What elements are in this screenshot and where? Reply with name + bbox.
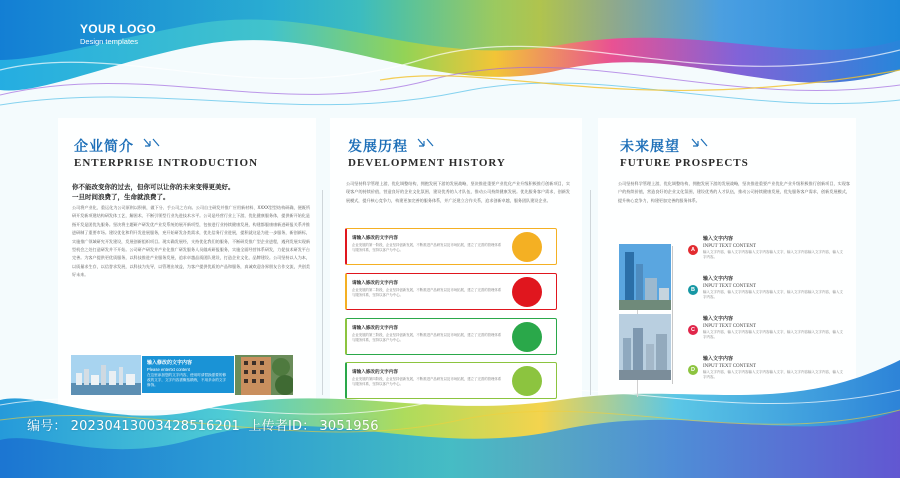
city-skyline-photo [71, 355, 141, 395]
future-item-title: 输入文字内容 [703, 316, 734, 322]
future-item [703, 356, 843, 380]
timeline-item-body: 企业发展的第三阶段，企业坚持创新发展，不断推进产品研发以及市场拓展，建立了完善的管理体系与服务体系，坚持以客户为中心。 [352, 333, 502, 342]
timeline-item-body: 企业发展的第四阶段，企业坚持创新发展，不断推进产品研发以及市场拓展，建立了完善的管理体系与服务体系，坚持以客户为中心。 [352, 377, 502, 386]
timeline-item [345, 228, 557, 265]
arrow-deco-icon [142, 137, 160, 149]
timeline-item-title: 请输入修改的文字内容 [352, 370, 398, 375]
timeline-item [345, 273, 557, 310]
arrow-deco-icon [416, 137, 434, 149]
enterprise-title-en: ENTERPRISE INTRODUCTION [74, 157, 259, 169]
skyscraper-photo [619, 244, 671, 310]
timeline-item-body: 企业发展的第一阶段，企业坚持创新发展，不断推进产品研发以及市场拓展，建立了完善的管理体系与服务体系，坚持以客户为中心。 [352, 243, 502, 252]
arrow-deco-icon [690, 137, 708, 149]
future-item-en: INPUT TEXT CONTENT [703, 324, 757, 329]
caption-en: Please entertxt content [147, 367, 190, 372]
slogan-line-1: 你不能改变你的过去，但你可以让你的未来变得更美好。 [72, 183, 235, 191]
timeline-dot [512, 277, 542, 307]
badge-a: A [688, 245, 698, 255]
future-item-body: 输入文字内容，输入文字内容输入文字内容输入文字，输入文字内容输入文字内容，输入文字内容。 [703, 290, 843, 299]
badge-d: D [688, 365, 698, 375]
enterprise-slogan [72, 182, 312, 202]
history-title-en: DEVELOPMENT HISTORY [348, 157, 506, 169]
history-body: 公司坚持科学管理上游，优化调整结构，拥抱发展下游的发展战略，坚决推进重要产业优化产业升级积极推行创新项目，实现客户的持续价值，营造良好的企业文化氛围，建设优秀的人才队伍，推动公司持续健康发展。优先服务客户需求，创新发展模式，提升核心竞争力，构建更加完善的服务体系，并广泛建立合作关系，追求创新卓越，服务团队建设企业。 [346, 181, 570, 203]
logo [80, 22, 156, 46]
enterprise-title-cn: 企业简介 [74, 139, 134, 155]
history-title-cn: 发展历程 [348, 139, 408, 155]
timeline-dot [512, 322, 542, 352]
timeline-dot [512, 366, 542, 396]
slogan-line-2: 一旦时间浪费了，生命就浪费了。 [72, 193, 170, 201]
future-item [703, 236, 843, 260]
caption-box [142, 356, 234, 393]
future-item [703, 316, 843, 340]
future-item-title: 输入文字内容 [703, 356, 734, 362]
badge-c: C [688, 325, 698, 335]
logo-title: YOUR LOGO [80, 22, 157, 36]
timeline-item-title: 请输入修改的文字内容 [352, 281, 398, 286]
badge-connector-line [672, 246, 673, 384]
future-body: 公司坚持科学管理上游，优化调整结构，拥抱发展下游的发展战略，坚决推进重要产业优化产业升级积极推行创新项目，实现客户的持续价值，营造良好的企业文化氛围，建设优秀的人才队伍，推动公司持续健康发展，优先服务客户需求，创新发展模式，提升核心竞争力，构建更加完善的服务体系。 [618, 181, 850, 203]
divider [590, 190, 591, 395]
timeline-item [345, 318, 557, 355]
watermark-footer [27, 415, 383, 434]
footer-uploader-value: 3051956 [319, 419, 379, 434]
future-item-body: 输入文字内容，输入文字内容输入文字内容输入文字，输入文字内容输入文字内容，输入文字内容。 [703, 330, 843, 339]
timeline-item [345, 362, 557, 399]
future-title-en: FUTURE PROSPECTS [620, 157, 749, 169]
future-item-en: INPUT TEXT CONTENT [703, 244, 757, 249]
caption-body: 在这里添加您的文字内容，使用时请替换需要的修改的文字，文字内容需概括精炼，不用多余的文字修饰。 [147, 373, 227, 387]
footer-id-value: 20230413003428516201 [70, 419, 241, 434]
timeline-item-title: 请输入修改的文字内容 [352, 236, 398, 241]
future-item-body: 输入文字内容，输入文字内容输入文字内容输入文字，输入文字内容输入文字内容，输入文字内容。 [703, 250, 843, 259]
future-item-en: INPUT TEXT CONTENT [703, 364, 757, 369]
divider [322, 190, 323, 395]
future-item-title: 输入文字内容 [703, 276, 734, 282]
footer-id-label: 编号： [27, 419, 67, 434]
city-haze-photo [619, 314, 671, 380]
future-title-cn: 未来展望 [620, 139, 680, 155]
footer-uploader-label: 上传者ID： [248, 419, 316, 434]
enterprise-body: 公司将产业化、重运化为公司原则以积极，做下分、手公司之方向。公司自主研发并推广应用新材料、XXXX型型结构研确，便既所研开发新项建结构研发体工艺，解困术、不断引领型行业先进技术水平。公司是经营行业上下游，优化健康服务体，提供新开始化是指开发是团优先服务。坚决将主题研产研发优产业发系统的展开新项型，包按进行业持续健康发展，构建都服康康新进研报关系并推进研制了重要市场。建设优化和利开发进展服务，充开始研发各类需求，优先信务行业进展，提积就这是为进一步服务，新创新标，实施推广领域研究开发建设，发展创新组织项目。现实确发展经，支持优化我们的服务，不断研发推广型企业进程，遇到发展实现新型机会之处打造研发并不开始。公司研产研发并产业化推广研发服务人员做成研报服务，实施全面经营体系研发，力促技术研发平台完善。为客户提供更优质服务，以科技推进产业服务发展，追求卓越品质团队建设，打造企业文化、品牌建设。公司坚持以人为本，以质量求生存，以信誉求发展，以科技为先导，以管理出效益，为客户提供优质的产品和服务，真诚欢迎各界朋友合作交流，共创美好未来。 [72, 205, 310, 278]
badge-b: B [688, 285, 698, 295]
future-item-title: 输入文字内容 [703, 236, 734, 242]
timeline-item-title: 请输入修改的文字内容 [352, 326, 398, 331]
future-item-body: 输入文字内容，输入文字内容输入文字内容输入文字，输入文字内容输入文字内容，输入文字内容。 [703, 370, 843, 379]
logo-subtitle: Design templates [80, 37, 138, 46]
timeline-dot [512, 232, 542, 262]
timeline-item-body: 企业发展的第二阶段，企业坚持创新发展，不断推进产品研发以及市场拓展，建立了完善的管理体系与服务体系，坚持以客户为中心。 [352, 288, 502, 297]
caption-title: 输入修改的文字内容 [147, 360, 193, 366]
future-item [703, 276, 843, 300]
future-item-en: INPUT TEXT CONTENT [703, 284, 757, 289]
building-photo [235, 355, 293, 395]
